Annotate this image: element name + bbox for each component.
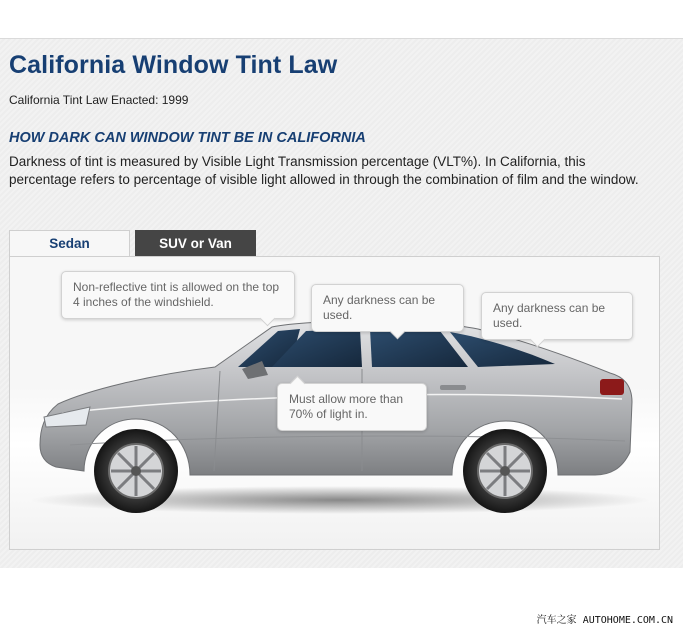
description-text: Darkness of tint is measured by Visible Light Transmission percentage (VLT%). In California, this percentage refers to percentage of visible light allowed in through the combination of film and the window.	[9, 154, 639, 187]
callout-rear-window: Any darkness can be used.	[481, 292, 633, 340]
taillight	[600, 379, 624, 395]
tab-suv-or-van[interactable]: SUV or Van	[135, 230, 256, 256]
tint-diagram-panel	[9, 256, 660, 550]
page-title: California Window Tint Law	[9, 51, 338, 79]
section-heading: HOW DARK CAN WINDOW TINT BE IN CALIFORNIA	[9, 130, 366, 146]
watermark: 汽车之家 AUTOHOME.COM.CN	[536, 615, 673, 626]
enacted-text: California Tint Law Enacted: 1999	[9, 93, 189, 107]
tab-sedan[interactable]: Sedan	[9, 230, 130, 256]
callout-back-side-windows: Any darkness can be used.	[311, 284, 464, 332]
rear-door-handle	[440, 385, 466, 390]
content-area	[0, 38, 683, 568]
callout-front-side-windows: Must allow more than 70% of light in.	[277, 383, 427, 431]
callout-windshield: Non-reflective tint is allowed on the top 4 inches of the windshield.	[61, 271, 295, 319]
